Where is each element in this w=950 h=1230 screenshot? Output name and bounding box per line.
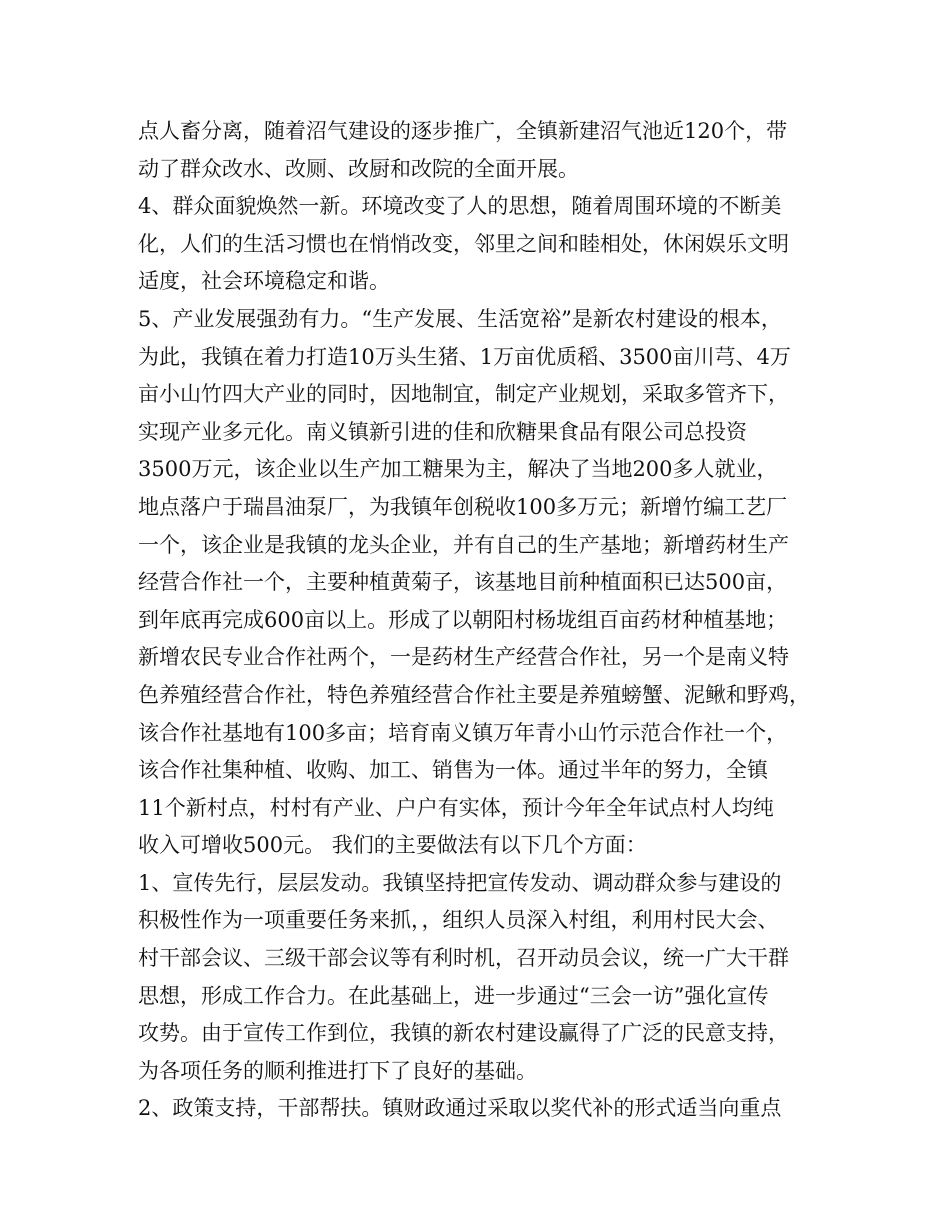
text-line: 攻势。由于宣传工作到位，我镇的新农村建设赢得了广泛的民意支持， <box>138 1021 789 1046</box>
text-line: 4、群众面貌焕然一新。环境改变了人的思想，随着周围环境的不断美 <box>138 194 782 219</box>
text-line: 1、宣传先行，层层发动。我镇坚持把宣传发动、调动群众参与建设的 <box>138 870 782 895</box>
text-line: 点人畜分离，随着沼气建设的逐步推广，全镇新建沼气池近120个，带 <box>138 119 788 143</box>
text-line: 为各项任务的顺利推进打下了良好的基础。 <box>138 1058 537 1083</box>
text-line: 为此，我镇在着力打造10万头生猪、1万亩优质稻、3500亩川芎、4万 <box>138 344 791 369</box>
text-line: 经营合作社一个，主要种植黄菊子，该基地目前种植面积已达500亩， <box>138 570 788 595</box>
text-line: 色养殖经营合作社，特色养殖经营合作社主要是养殖螃蟹、泥鳅和野鸡， <box>138 682 810 707</box>
text-line: 到年底再完成600亩以上。形成了以朝阳村杨垅组百亩药材种植基地； <box>138 607 788 632</box>
text-line: 新增农民专业合作社两个，一是药材生产经营合作社，另一个是南义特 <box>138 645 789 670</box>
text-line: 村干部会议、三级干部会议等有利时机，召开动员会议，统一广大干群 <box>138 946 789 971</box>
text-line: 该合作社基地有100多亩；培育南义镇万年青小山竹示范合作社一个， <box>138 720 788 745</box>
text-line: 思想，形成工作合力。在此基础上，进一步通过“三会一访”强化宣传 <box>138 983 769 1008</box>
text-line: 实现产业多元化。南义镇新引进的佳和欣糖果食品有限公司总投资 <box>138 419 747 444</box>
text-line: 亩小山竹四大产业的同时，因地制宜，制定产业规划，采取多管齐下， <box>138 382 789 407</box>
text-line: 收入可增收500元。 我们的主要做法有以下几个方面： <box>138 833 647 858</box>
text-line: 化，人们的生活习惯也在悄悄改变，邻里之间和睦相处，休闲娱乐文明 <box>138 231 789 256</box>
text-line: 积极性作为一项重要任务来抓，，组织人员深入村组，利用村民大会、 <box>138 908 779 933</box>
text-line: 动了群众改水、改厕、改厨和改院的全面开展。 <box>138 156 579 181</box>
text-line: 3500万元，该企业以生产加工糖果为主，解决了当地200多人就业， <box>138 457 778 482</box>
text-line: 适度，社会环境稳定和谐。 <box>138 269 390 294</box>
text-line: 2、政策支持，干部帮扶。镇财政通过采取以奖代补的形式适当向重点 <box>138 1096 782 1121</box>
text-line: 5、产业发展强劲有力。“生产发展、生活宽裕”是新农村建设的根本， <box>138 306 782 331</box>
text-line: 地点落户于瑞昌油泵厂，为我镇年创税收100多万元；新增竹编工艺厂 <box>138 494 788 519</box>
body-text <box>138 113 838 1128</box>
text-line: 11个新村点，村村有产业、户户有实体，预计今年全年试点村人均纯 <box>138 795 774 820</box>
text-line: 该合作社集种植、收购、加工、销售为一体。通过半年的努力，全镇 <box>138 758 768 783</box>
text-line: 一个，该企业是我镇的龙头企业，并有自己的生产基地；新增药材生产 <box>138 532 789 557</box>
